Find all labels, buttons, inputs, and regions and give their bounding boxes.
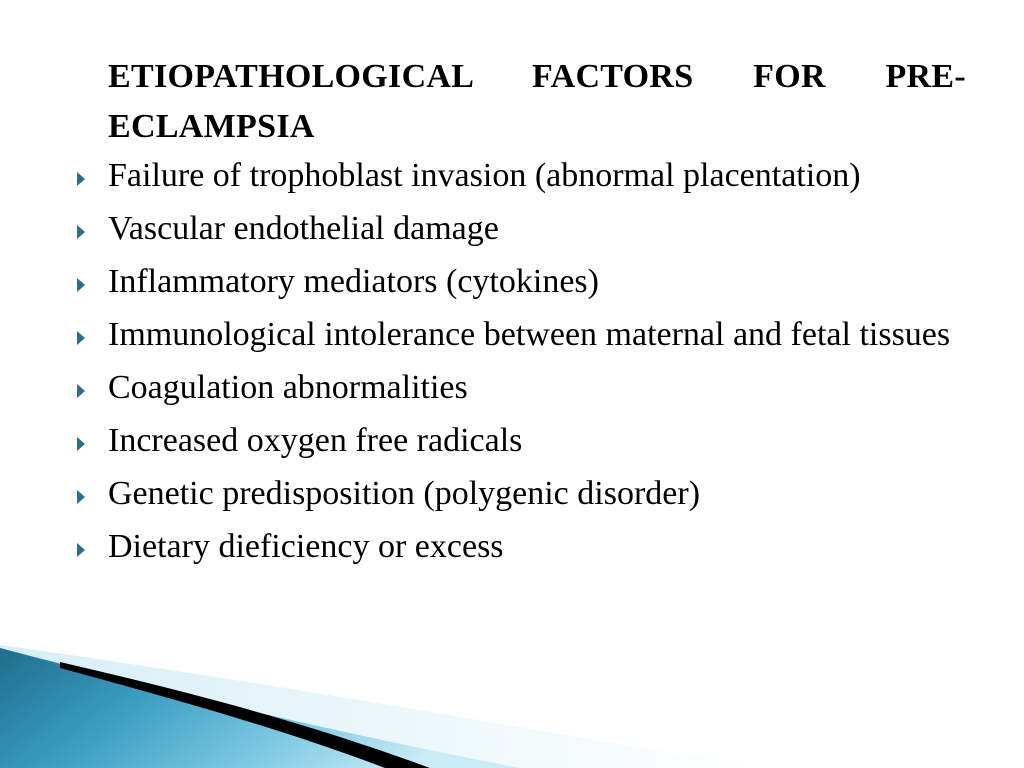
bullet-text: Inflammatory mediators (cytokines) — [108, 263, 599, 300]
bullet-item — [108, 417, 966, 465]
bullet-item — [108, 258, 966, 306]
triangle-bullet-icon — [77, 543, 85, 557]
bullet-text: Dietary dieficiency or excess — [108, 528, 504, 565]
bullet-text: Genetic predisposition (polygenic disorder) — [108, 475, 701, 512]
bullet-text: Coagulation abnormalities — [108, 369, 468, 406]
triangle-bullet-icon — [77, 437, 85, 451]
triangle-bullet-icon — [77, 172, 85, 186]
bullet-text: Increased oxygen free radicals — [108, 422, 523, 459]
bullet-item — [108, 311, 966, 359]
bullet-item — [108, 152, 966, 200]
triangle-bullet-icon — [77, 278, 85, 292]
triangle-bullet-icon — [77, 331, 85, 345]
triangle-bullet-icon — [77, 225, 85, 239]
slide-content — [108, 52, 966, 576]
bullet-item — [108, 364, 966, 412]
bullet-item — [108, 205, 966, 253]
bullet-list — [108, 152, 966, 571]
bullet-text: Failure of trophoblast invasion (abnormal placentation) — [108, 157, 861, 194]
bullet-text: Immunological intolerance between maternal and fetal tissues — [108, 316, 951, 353]
triangle-bullet-icon — [77, 384, 85, 398]
bullet-item — [108, 523, 966, 571]
triangle-bullet-icon — [77, 490, 85, 504]
bullet-text: Vascular endothelial damage — [108, 210, 499, 247]
slide-title: ETIOPATHOLOGICAL FACTORS FOR PRE-ECLAMPSIA — [108, 58, 966, 145]
bullet-item — [108, 470, 966, 518]
